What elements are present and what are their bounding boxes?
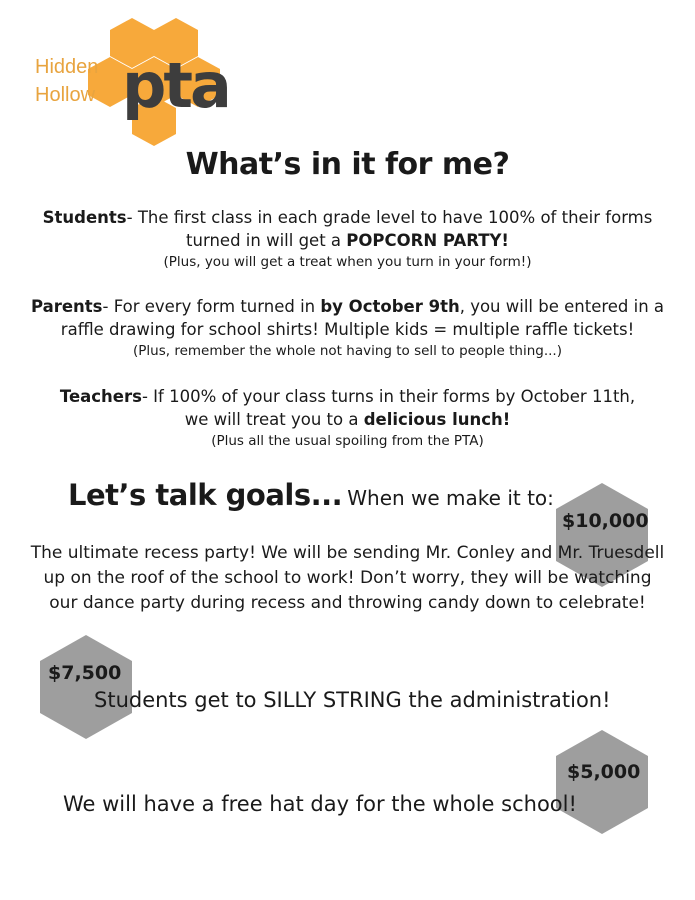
parents-text-2: , you will be entered in a	[459, 297, 665, 316]
students-line-1	[0, 206, 695, 229]
teachers-section	[0, 385, 695, 451]
parents-note: (Plus, remember the whole not having to sell to people thing...)	[133, 343, 562, 359]
hidden-hollow-pta-logo	[30, 15, 250, 150]
students-text-1: - The first class in each grade level to have 100% of their forms	[126, 208, 653, 227]
teachers-text-1: - If 100% of your class turns in their forms by October 11th,	[141, 387, 636, 406]
goals-heading-big: Let’s talk goals...	[68, 478, 343, 512]
teachers-note: (Plus all the usual spoiling from the PTA)	[211, 433, 484, 449]
students-line-2	[0, 229, 695, 252]
tier-10000-text	[0, 541, 695, 616]
tier-10000-amount: $10,000	[562, 510, 649, 532]
logo-hollow-text: Hollow	[35, 84, 96, 106]
teachers-highlight: delicious lunch!	[363, 410, 511, 429]
students-note: (Plus, you will get a treat when you turn in your form!)	[163, 254, 532, 270]
tier-7500-amount: $7,500	[48, 662, 122, 684]
logo-hidden-text: Hidden	[35, 56, 99, 78]
students-section	[0, 206, 695, 272]
tier-10000-line-2: up on the roof of the school to work! Don’t worry, they will be watching	[43, 568, 652, 588]
tier-10000-line-1: The ultimate recess party! We will be sending Mr. Conley and Mr. Truesdell	[30, 543, 665, 563]
tier-5000-amount: $5,000	[567, 761, 641, 783]
goals-heading-small: When we make it to:	[347, 486, 554, 510]
tier-10000-line-3: our dance party during recess and throwing candy down to celebrate!	[49, 593, 646, 613]
parents-section	[0, 295, 695, 361]
tier-7500-text: Students get to SILLY STRING the administration!	[94, 688, 611, 712]
teachers-text-2: we will treat you to a	[184, 410, 364, 429]
students-text-2: turned in will get a	[186, 231, 347, 250]
teachers-line-1	[0, 385, 695, 408]
tier-5000-text: We will have a free hat day for the whole school!	[63, 792, 577, 816]
students-highlight: POPCORN PARTY!	[346, 231, 509, 250]
parents-text-1: - For every form turned in	[102, 297, 321, 316]
parents-label: Parents	[30, 297, 103, 316]
teachers-label: Teachers	[59, 387, 142, 406]
page-title: What’s in it for me?	[185, 147, 510, 182]
students-label: Students	[42, 208, 127, 227]
parents-line-1	[0, 295, 695, 318]
logo-pta-text: pta	[122, 49, 229, 122]
parents-highlight: by October 9th	[320, 297, 460, 316]
teachers-line-2	[0, 408, 695, 431]
goals-heading	[68, 478, 554, 512]
hexagon-7500-icon	[40, 635, 132, 739]
parents-text-3: raffle drawing for school shirts! Multiple kids = multiple raffle tickets!	[60, 320, 635, 339]
